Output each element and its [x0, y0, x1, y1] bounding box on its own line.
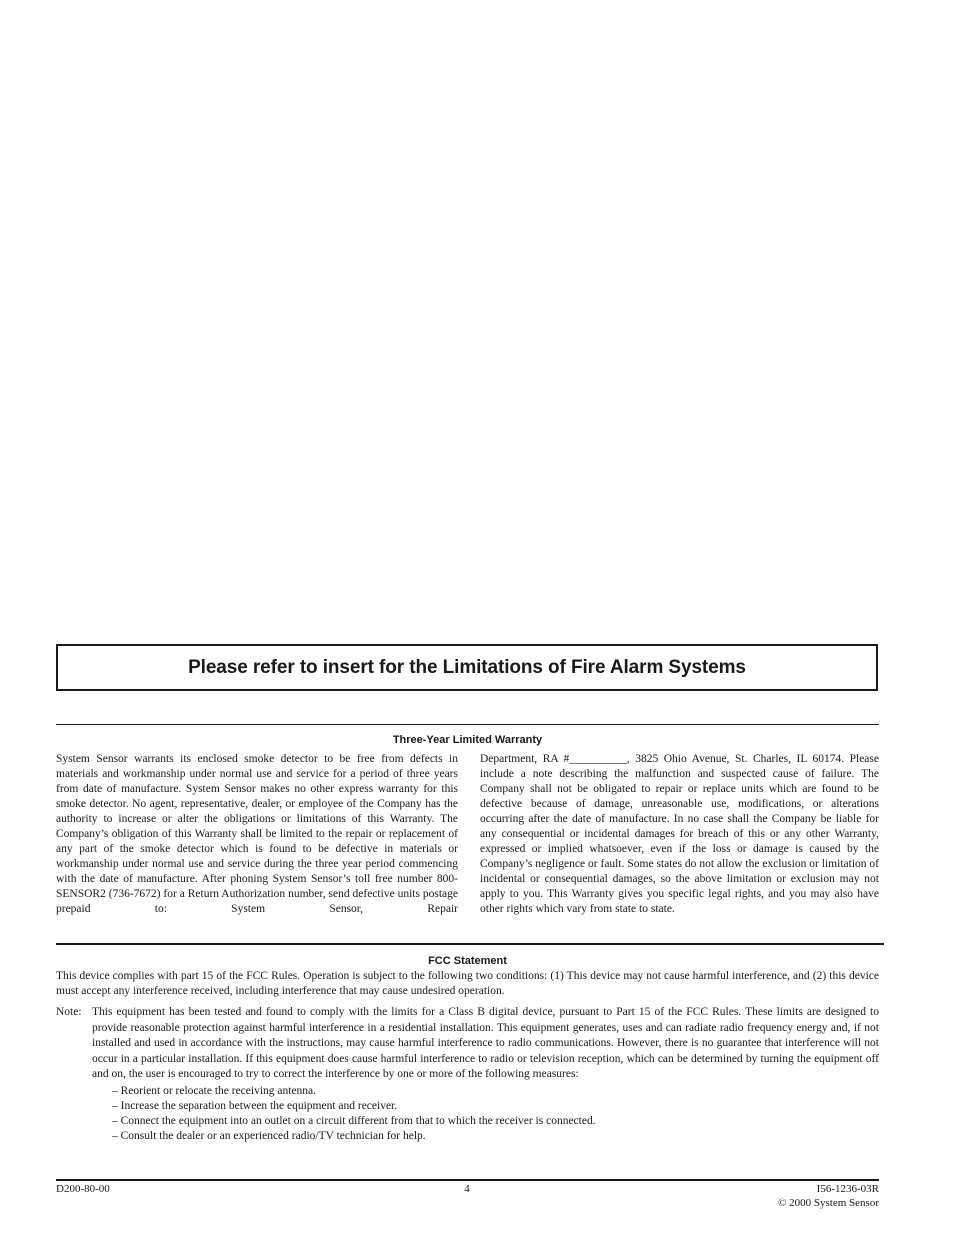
warranty-right-column: Department, RA #__________, 3825 Ohio Avenue, St. Charles, IL 60174. Please include a note describing the malfunction and suspected cause of failure. The Company shall not be obligated to repair or replace units which are found to be defective because of damage, unreasonable use, modifications, or alterations occurring after the date of manufacture. In no case shall the Company be liable for any consequential or incidental damages for breach of this or any other Warranty, expressed or implied whatsoever, even if the loss or damage is caused by the Company’s negligence or fault. Some states do not allow the exclusion or limitation of incidental or consequential damages, so the above limitation or exclusion may not apply to you. This Warranty gives you specific legal rights, and you may also have other rights which vary from state to state.: [480, 753, 879, 915]
fcc-top-divider: [56, 943, 884, 945]
fcc-note: [56, 1005, 879, 1144]
footer-divider: [56, 1179, 879, 1181]
limitations-notice-box: [56, 644, 878, 691]
warranty-left-column: System Sensor warrants its enclosed smoke detector to be free from defects in materials and workmanship under normal use and service for a period of three years from date of manufacture. System Sensor makes no other express warranty for this smoke detector. No agent, representative, dealer, or employee of the Company has the authority to increase or alter the obligations or limitations of this Warranty. The Company’s obligation of this Warranty shall be limited to the repair or replacement of any part of the smoke detector which is found to be defective in materials or workmanship under normal use and service during the three year period commencing with the date of manufacture. After phoning System Sensor’s toll free number 800-SENSOR2 (736-7672) for a Return Authorization number, send defective units postage prepaid to: System Sensor, Repair: [56, 753, 458, 915]
warranty-top-divider: [56, 724, 879, 725]
list-item: – Increase the separation between the equipment and receiver.: [112, 1099, 879, 1114]
fcc-intro-paragraph: This device complies with part 15 of the FCC Rules. Operation is subject to the following two conditions: (1) This device may not cause harmful interference, and (2) this device must accept any interference received, including interference that may cause undesired operation.: [56, 970, 879, 997]
footer-page-number: 4: [464, 1183, 470, 1195]
warranty-heading: Three-Year Limited Warranty: [392, 734, 543, 746]
fcc-note-label: Note:: [56, 1006, 82, 1018]
fcc-note-body: This equipment has been tested and found to comply with the limits for a Class B digital device, pursuant to Part 15 of the FCC Rules. These limits are designed to provide reasonable protection against harmful interference in a residential installation. This equipment generates, uses and can radiate radio frequency energy and, if not installed and used in accordance with the instructions, may cause harmful interference to radio communications. However, there is no guarantee that interference will not occur in a particular installation. If this equipment does cause harmful interference to radio or television reception, which can be determined by turning the equipment off and on, the user is encouraged to try to correct the interference by one or more of the following measures:: [92, 1006, 879, 1081]
footer-part-number: D200-80-00: [56, 1183, 110, 1195]
limitations-notice-text: Please refer to insert for the Limitations of Fire Alarm Systems: [188, 656, 746, 678]
list-item: – Reorient or relocate the receiving antenna.: [112, 1084, 879, 1099]
footer-right-block: [778, 1182, 879, 1210]
fcc-measures-list: [112, 1084, 879, 1144]
fcc-heading: FCC Statement: [428, 955, 507, 967]
footer-copyright: © 2000 System Sensor: [778, 1197, 879, 1209]
list-item: – Connect the equipment into an outlet on a circuit different from that to which the receiver is connected.: [112, 1114, 879, 1129]
footer-doc-number: I56-1236-03R: [816, 1183, 879, 1195]
list-item: – Consult the dealer or an experienced radio/TV technician for help.: [112, 1129, 879, 1144]
